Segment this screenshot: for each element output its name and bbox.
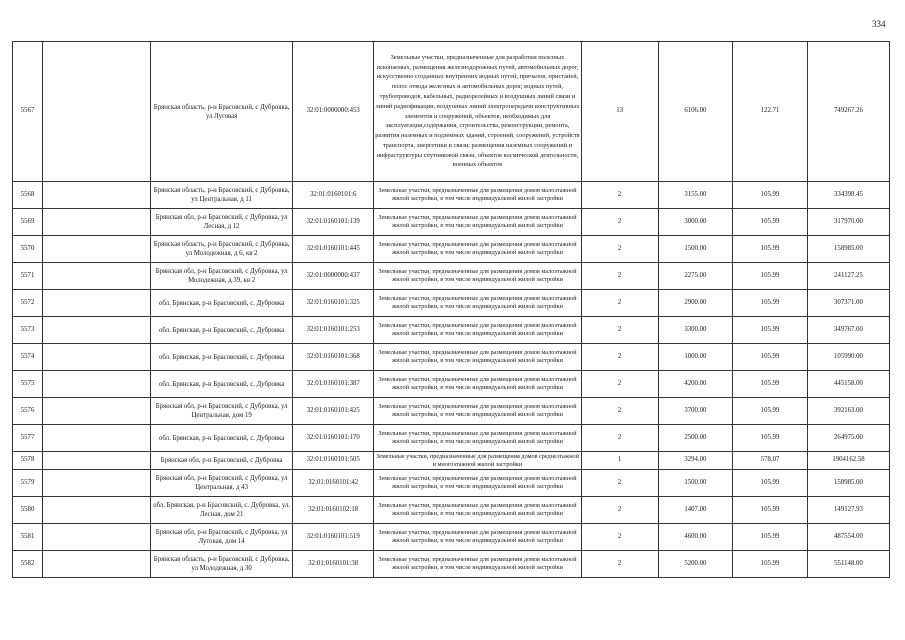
row-number-cell: 5577 <box>13 425 43 452</box>
cadastral-value-cell: 105990.00 <box>807 344 889 371</box>
specific-value-cell: 105.99 <box>733 371 808 398</box>
land-purpose-cell: Земельные участки, предназначенные для размещения домов малоэтажной жилой застройки, в том числе индивидуальной жилой застройки <box>374 209 582 236</box>
cadastral-number-cell: 32:01:0160101:368 <box>293 344 374 371</box>
area-cell: 1407.00 <box>658 497 733 524</box>
area-cell: 3000.00 <box>658 209 733 236</box>
address-cell: Брянская обл, р-н Брасовский, с Дубровка, ул Луговая, дом 14 <box>151 524 293 551</box>
blank-cell <box>43 398 151 425</box>
specific-value-cell: 105.99 <box>733 524 808 551</box>
area-cell: 2275.00 <box>658 263 733 290</box>
cadastral-number-cell: 32:01:0160101:170 <box>293 425 374 452</box>
land-purpose-cell: Земельные участки, предназначенные для размещения домов малоэтажной жилой застройки, в том числе индивидуальной жилой застройки <box>374 470 582 497</box>
specific-value-cell: 105.99 <box>733 182 808 209</box>
land-purpose-cell: Земельные участки, предназначенные для размещения домов малоэтажной жилой застройки, в том числе индивидуальной жилой застройки <box>374 236 582 263</box>
blank-cell <box>43 290 151 317</box>
row-number-cell: 5581 <box>13 524 43 551</box>
specific-value-cell: 105.99 <box>733 425 808 452</box>
address-cell: Брянская область, р-н Брасовский, с Дубровка, ул Молодежная, д 6, кв 2 <box>151 236 293 263</box>
table-row <box>13 182 890 209</box>
cadastral-value-cell: 1904162.58 <box>807 452 889 470</box>
blank-cell <box>43 497 151 524</box>
row-number-cell: 5567 <box>13 42 43 182</box>
area-cell: 6106.00 <box>658 42 733 182</box>
table-row <box>13 425 890 452</box>
blank-cell <box>43 371 151 398</box>
row-number-cell: 5570 <box>13 236 43 263</box>
specific-value-cell: 105.99 <box>733 290 808 317</box>
row-number-cell: 5574 <box>13 344 43 371</box>
cadastral-value-cell: 158985.00 <box>807 236 889 263</box>
area-cell: 5200.00 <box>658 551 733 578</box>
land-purpose-cell: Земельные участки, предназначенные для размещения домов среднеэтажной и многоэтажной жилой застройки <box>374 452 582 470</box>
cadastral-value-cell: 551148.00 <box>807 551 889 578</box>
address-cell: обл. Брянская, р-н Брасовский, с. Дубровка <box>151 290 293 317</box>
blank-cell <box>43 470 151 497</box>
table-row <box>13 398 890 425</box>
cadastral-value-cell: 334398.45 <box>807 182 889 209</box>
cadastral-number-cell: 32:01:0160101:325 <box>293 290 374 317</box>
row-number-cell: 5568 <box>13 182 43 209</box>
land-purpose-cell: Земельные участки, предназначенные для размещения домов малоэтажной жилой застройки, в том числе индивидуальной жилой застройки <box>374 344 582 371</box>
address-cell: Брянская обл, р-н Брасовский, с Дубровка, ул Центральная, д 43 <box>151 470 293 497</box>
land-purpose-cell: Земельные участки, предназначенные для размещения домов малоэтажной жилой застройки, в том числе индивидуальной жилой застройки <box>374 263 582 290</box>
address-cell: Брянская обл, р-н Брасовский, с Дубровка, ул Лесная, д 12 <box>151 209 293 236</box>
table-row <box>13 452 890 470</box>
blank-cell <box>43 344 151 371</box>
cadastral-value-cell: 158985.00 <box>807 470 889 497</box>
specific-value-cell: 105.99 <box>733 209 808 236</box>
specific-value-cell: 105.99 <box>733 344 808 371</box>
area-cell: 3155.00 <box>658 182 733 209</box>
area-cell: 3700.00 <box>658 398 733 425</box>
cadastral-number-cell: 32:01:0160101:42 <box>293 470 374 497</box>
address-cell: Брянская область, р-н Брасовский, с Дубровка, ул Центральная, д 11 <box>151 182 293 209</box>
table-row <box>13 263 890 290</box>
land-purpose-cell: Земельные участки, предназначенные для размещения домов малоэтажной жилой застройки, в том числе индивидуальной жилой застройки <box>374 290 582 317</box>
group-number-cell: 13 <box>581 42 658 182</box>
group-number-cell: 2 <box>581 263 658 290</box>
group-number-cell: 2 <box>581 182 658 209</box>
table-row <box>13 371 890 398</box>
specific-value-cell: 105.99 <box>733 398 808 425</box>
cadastral-number-cell: 32:01:0160101:387 <box>293 371 374 398</box>
area-cell: 3294.00 <box>658 452 733 470</box>
row-number-cell: 5579 <box>13 470 43 497</box>
address-cell: обл. Брянская, р-н Брасовский, с. Дубровка <box>151 425 293 452</box>
land-purpose-cell: Земельные участки, предназначенные для размещения домов малоэтажной жилой застройки, в том числе индивидуальной жилой застройки <box>374 371 582 398</box>
land-purpose-cell: Земельные участки, предназначенные для размещения домов малоэтажной жилой застройки, в том числе индивидуальной жилой застройки <box>374 398 582 425</box>
blank-cell <box>43 236 151 263</box>
cadastral-value-cell: 241127.25 <box>807 263 889 290</box>
row-number-cell: 5578 <box>13 452 43 470</box>
table-row <box>13 470 890 497</box>
area-cell: 1500.00 <box>658 470 733 497</box>
row-number-cell: 5573 <box>13 317 43 344</box>
row-number-cell: 5575 <box>13 371 43 398</box>
area-cell: 4200.00 <box>658 371 733 398</box>
table-row <box>13 344 890 371</box>
row-number-cell: 5572 <box>13 290 43 317</box>
row-number-cell: 5571 <box>13 263 43 290</box>
address-cell: Брянская обл, р-н Брасовский, с Дубровка, ул Молодежная, д 39, кв 2 <box>151 263 293 290</box>
cadastral-number-cell: 32:01:0160101:38 <box>293 551 374 578</box>
blank-cell <box>43 425 151 452</box>
group-number-cell: 2 <box>581 317 658 344</box>
cadastral-value-cell: 149127.93 <box>807 497 889 524</box>
cadastral-number-cell: 32:01:0160101:425 <box>293 398 374 425</box>
cadastral-number-cell: 32:01:0160101:445 <box>293 236 374 263</box>
cadastral-number-cell: 32:01:0160101:253 <box>293 317 374 344</box>
specific-value-cell: 105.99 <box>733 236 808 263</box>
cadastral-value-cell: 392163.00 <box>807 398 889 425</box>
cadastral-value-cell: 317970.00 <box>807 209 889 236</box>
cadastral-number-cell: 32:01:0160101:505 <box>293 452 374 470</box>
cadastral-value-cell: 264975.00 <box>807 425 889 452</box>
area-cell: 4600.00 <box>658 524 733 551</box>
cadastral-value-cell: 487554.00 <box>807 524 889 551</box>
group-number-cell: 2 <box>581 236 658 263</box>
cadastral-number-cell: 32:01:0160101:519 <box>293 524 374 551</box>
group-number-cell: 2 <box>581 551 658 578</box>
specific-value-cell: 105.99 <box>733 317 808 344</box>
area-cell: 3300.00 <box>658 317 733 344</box>
cadastral-number-cell: 32:01:0000000:453 <box>293 42 374 182</box>
cadastral-number-cell: 32:01:0160101:139 <box>293 209 374 236</box>
page-number: 334 <box>872 19 886 29</box>
table-row <box>13 290 890 317</box>
cadastral-value-cell: 349767.00 <box>807 317 889 344</box>
address-cell: обл. Брянская, р-н Брасовский, с. Дубровка <box>151 371 293 398</box>
cadastral-value-cell: 749267.26 <box>807 42 889 182</box>
specific-value-cell: 122.71 <box>733 42 808 182</box>
group-number-cell: 2 <box>581 371 658 398</box>
blank-cell <box>43 42 151 182</box>
blank-cell <box>43 209 151 236</box>
group-number-cell: 2 <box>581 524 658 551</box>
row-number-cell: 5569 <box>13 209 43 236</box>
blank-cell <box>43 452 151 470</box>
group-number-cell: 2 <box>581 344 658 371</box>
group-number-cell: 2 <box>581 398 658 425</box>
row-number-cell: 5576 <box>13 398 43 425</box>
area-cell: 1500.00 <box>658 236 733 263</box>
group-number-cell: 2 <box>581 290 658 317</box>
specific-value-cell: 105.99 <box>733 470 808 497</box>
address-cell: обл. Брянская, р-н Брасовский, с. Дубровка <box>151 344 293 371</box>
cadastral-value-cell: 445158.00 <box>807 371 889 398</box>
group-number-cell: 2 <box>581 425 658 452</box>
blank-cell <box>43 317 151 344</box>
specific-value-cell: 578.07 <box>733 452 808 470</box>
address-cell: Брянская обл, р-н Брасовский, с Дубровка, ул Центральная, дом 19 <box>151 398 293 425</box>
area-cell: 1000.00 <box>658 344 733 371</box>
land-purpose-cell: Земельные участки, предназначенные для размещения домов малоэтажной жилой застройки, в том числе индивидуальной жилой застройки <box>374 551 582 578</box>
blank-cell <box>43 263 151 290</box>
blank-cell <box>43 524 151 551</box>
address-cell: обл. Брянская, р-н Брасовский, с. Дубровка <box>151 317 293 344</box>
specific-value-cell: 105.99 <box>733 497 808 524</box>
table-row <box>13 209 890 236</box>
row-number-cell: 5582 <box>13 551 43 578</box>
land-purpose-cell: Земельные участки, предназначенные для размещения домов малоэтажной жилой застройки, в том числе индивидуальной жилой застройки <box>374 524 582 551</box>
row-number-cell: 5580 <box>13 497 43 524</box>
address-cell: Брянская область, р-н Брасовский, с Дубровка, ул Молодежная, д 30 <box>151 551 293 578</box>
land-purpose-cell: Земельные участки, предназначенные для размещения домов малоэтажной жилой застройки, в том числе индивидуальной жилой застройки <box>374 182 582 209</box>
table-row <box>13 236 890 263</box>
cadastral-number-cell: 32:01:0160102:18 <box>293 497 374 524</box>
cadastral-registry-table <box>12 41 890 578</box>
specific-value-cell: 105.99 <box>733 551 808 578</box>
table-row <box>13 42 890 182</box>
land-purpose-cell: Земельные участки, предназначенные для разработки полезных ископаемых, размещения железнодорожных путей, автомобильных дорог, искусственно созданных внутренних водных путей, причалов, пристаней, полос отвода железных и автомобильных дорог, водных путей, трубопроводов, кабельных, радиорелейных и воздушных линий связи и линий радиофикации, воздушных линий электропередачи конструктивных элементов и сооружений, объектов, необходимых для эксплуатации,содержания, строительства, реконструкции, ремонта, развития наземных и подземных зданий, строений, сооружений, устройств транспорта, энергетики и связи; размещения наземных сооружений и инфраструктуры спутниковой связи, объектов космической деятельности, военных объектов <box>374 42 582 182</box>
group-number-cell: 1 <box>581 452 658 470</box>
specific-value-cell: 105.99 <box>733 263 808 290</box>
table-row <box>13 524 890 551</box>
address-cell: обл. Брянская, р-н Брасовский, с. Дубровка, ул. Лесная, дом 21 <box>151 497 293 524</box>
area-cell: 2500.00 <box>658 425 733 452</box>
land-purpose-cell: Земельные участки, предназначенные для размещения домов малоэтажной жилой застройки, в том числе индивидуальной жилой застройки <box>374 317 582 344</box>
group-number-cell: 2 <box>581 497 658 524</box>
land-purpose-cell: Земельные участки, предназначенные для размещения домов малоэтажной жилой застройки, в том числе индивидуальной жилой застройки <box>374 425 582 452</box>
table-row <box>13 497 890 524</box>
table-row <box>13 551 890 578</box>
address-cell: Брянская обл, р-н Брасовский, с Дубровка <box>151 452 293 470</box>
blank-cell <box>43 182 151 209</box>
cadastral-number-cell: 32:01:0160101:6 <box>293 182 374 209</box>
cadastral-number-cell: 32:01:0000000:437 <box>293 263 374 290</box>
land-purpose-cell: Земельные участки, предназначенные для размещения домов малоэтажной жилой застройки, в том числе индивидуальной жилой застройки <box>374 497 582 524</box>
address-cell: Брянская область, р-н Брасовский, с Дубровка, ул Луговая <box>151 42 293 182</box>
group-number-cell: 2 <box>581 470 658 497</box>
cadastral-value-cell: 307371.00 <box>807 290 889 317</box>
group-number-cell: 2 <box>581 209 658 236</box>
area-cell: 2900.00 <box>658 290 733 317</box>
table-row <box>13 317 890 344</box>
blank-cell <box>43 551 151 578</box>
